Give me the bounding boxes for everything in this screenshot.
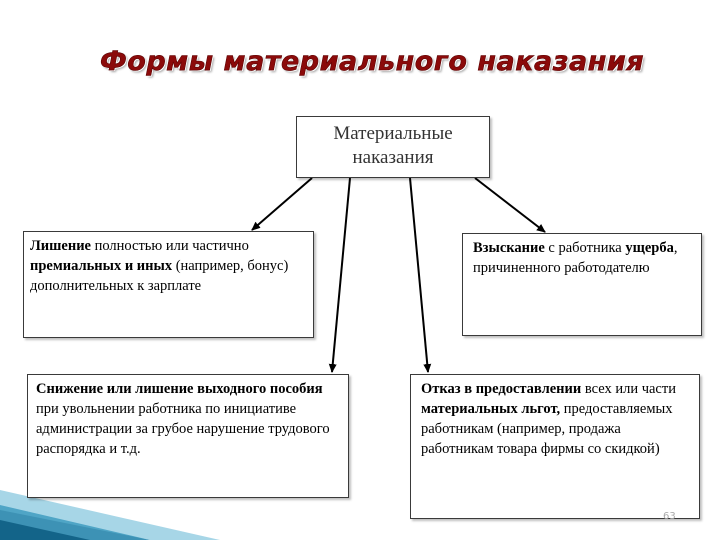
box-text-run: ущерба bbox=[625, 240, 674, 256]
arrow-to-box-1 bbox=[252, 178, 312, 230]
box-text-run: , причиненного работодателю bbox=[473, 240, 678, 276]
page-title: Формы материального наказания bbox=[100, 46, 645, 77]
box-text-run: Отказ в предоставлении bbox=[421, 381, 582, 397]
root-line-2: наказания bbox=[352, 147, 434, 168]
box-text-run: материальных льгот, bbox=[421, 401, 561, 417]
box-text-run: Лишение bbox=[30, 238, 91, 254]
arrow-to-box-3 bbox=[332, 178, 350, 372]
box-text-run: полностью или частично bbox=[90, 238, 249, 254]
node-damage-recovery bbox=[462, 233, 702, 336]
box-text-run: Взыскание bbox=[473, 240, 545, 256]
box-text-run: премиальных и иных bbox=[30, 258, 173, 274]
box-text-run: Снижение или лишение выходного пособия bbox=[36, 381, 323, 397]
box-text-run: при увольнении работника по инициативе администрации за грубое нарушение трудового распорядка и т.д. bbox=[36, 401, 330, 457]
root-line-1: Материальные bbox=[333, 123, 453, 144]
box-text-run: предоставляемых работникам (например, продажа работникам товара фирмы со скидкой) bbox=[421, 401, 673, 457]
arrow-to-box-4 bbox=[410, 178, 428, 372]
root-node bbox=[296, 116, 490, 178]
node-bonus-deprivation bbox=[23, 231, 314, 338]
node-severance-reduction bbox=[27, 374, 349, 498]
arrow-to-box-2 bbox=[475, 178, 545, 232]
node-benefits-refusal bbox=[410, 374, 700, 519]
box-text-run: с работника bbox=[544, 240, 626, 256]
page-number: 63 bbox=[663, 511, 676, 522]
box-text-run: всех или части bbox=[581, 381, 676, 397]
box-text-run: (например, бонус) дополнительных к зарплате bbox=[30, 258, 289, 294]
